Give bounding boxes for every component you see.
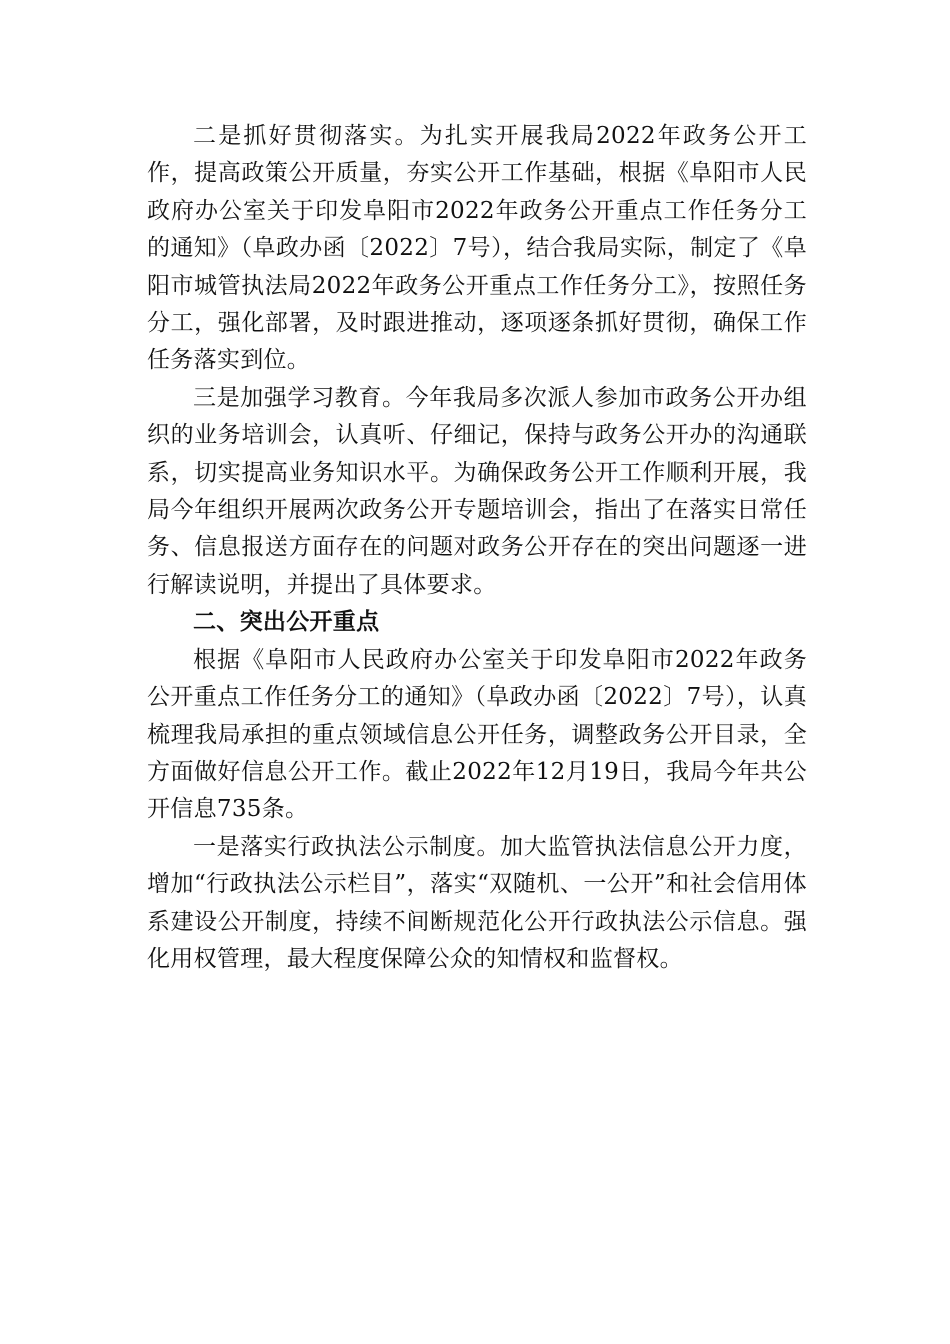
paragraph-training: 三是加强学习教育。今年我局多次派人参加市政务公开办组织的业务培训会，认真听、仔细记，保持与政务公开办的沟通联系，切实提高业务知识水平。为确保政务公开工作顺利开展，我局今年组织开展两次政务公开专题培训会，指出了在落实日常任务、信息报送方面存在的问题对政务公开存在的突出问题逐一进行解读说明，并提出了具体要求。 <box>147 384 807 598</box>
section-heading-key-disclosure: 二、突出公开重点 <box>193 609 380 636</box>
paragraph-implementation: 二是抓好贯彻落实。为扎实开展我局2022年政务公开工作，提高政策公开质量，夯实公开工作基础，根据《阜阳市人民政府办公室关于印发阜阳市2022年政务公开重点工作任务分工的通知》（阜政办函〔2022〕7号），结合我局实际，制定了《阜阳市城管执法局2022年政务公开重点工作任务分工》，按照任务分工，强化部署，及时跟进推动，逐项逐条抓好贯彻，确保工作任务落实到位。 <box>147 123 807 374</box>
document-body <box>147 118 807 978</box>
paragraph-enforcement-publicity: 一是落实行政执法公示制度。加大监管执法信息公开力度，增加“行政执法公示栏目”，落实“双随机、一公开”和社会信用体系建设公开制度，持续不间断规范化公开行政执法公示信息。强化用权管理，最大程度保障公众的知情权和监督权。 <box>147 833 807 972</box>
paragraph-disclosure-tasks: 根据《阜阳市人民政府办公室关于印发阜阳市2022年政务公开重点工作任务分工的通知》（阜政办函〔2022〕7号），认真梳理我局承担的重点领域信息公开任务，调整政务公开目录，全方面做好信息公开工作。截止2022年12月19日，我局今年共公开信息735条。 <box>147 646 807 823</box>
